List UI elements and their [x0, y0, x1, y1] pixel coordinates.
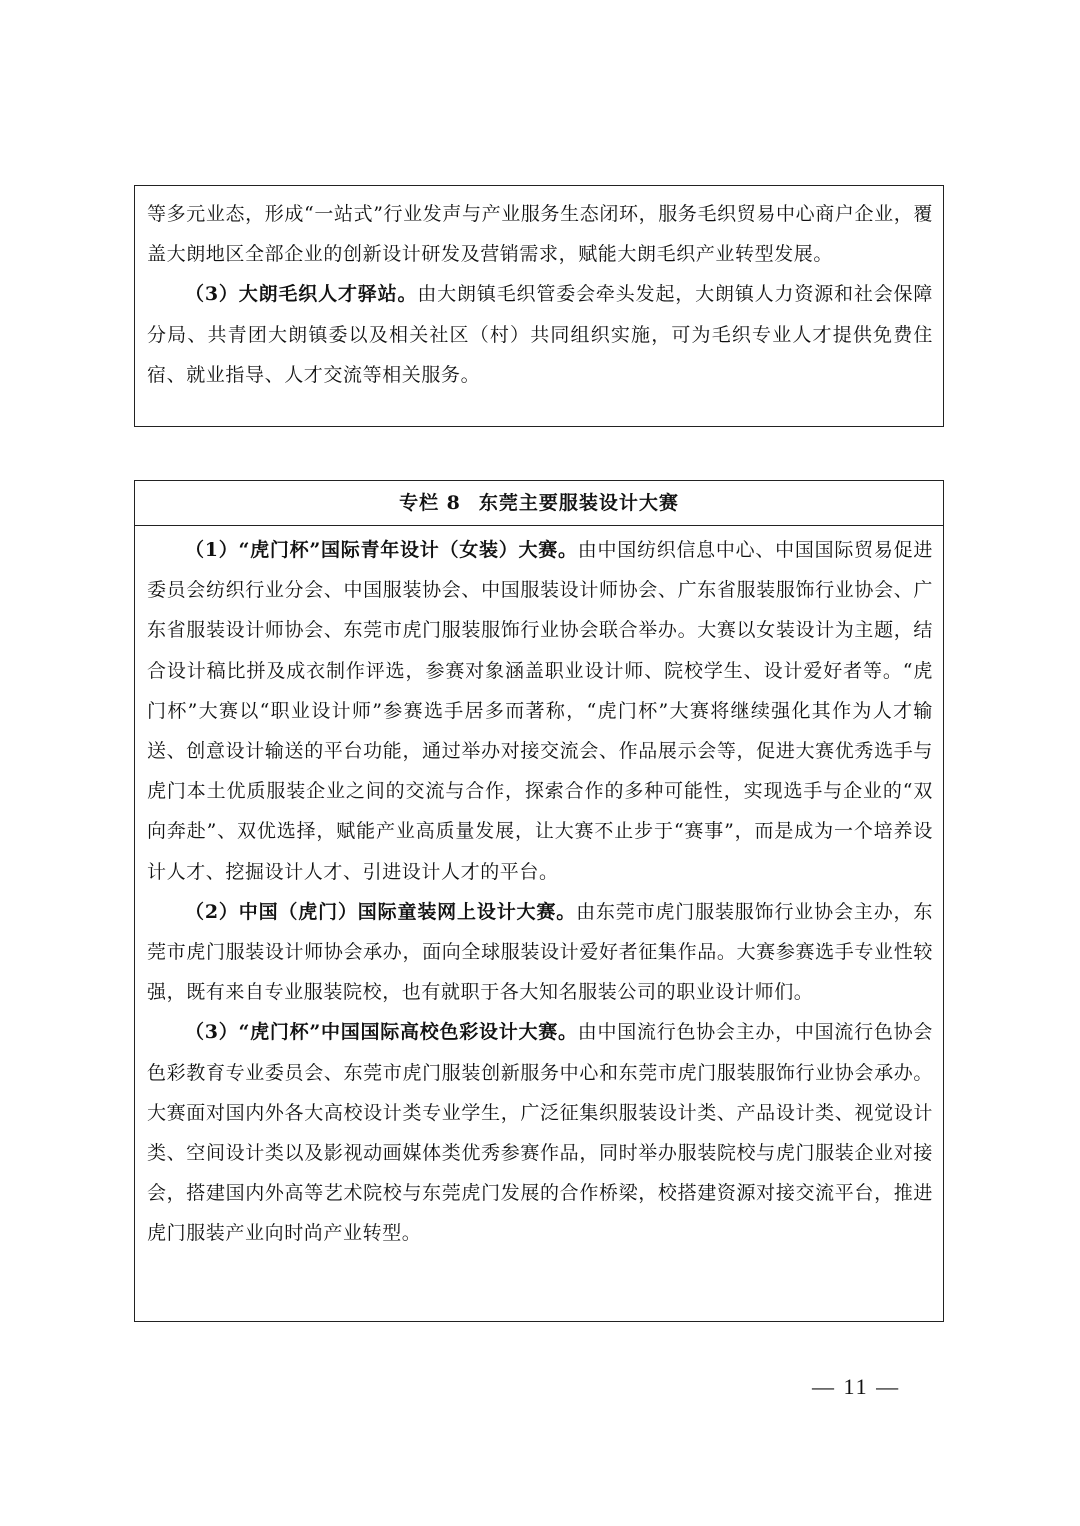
paragraph-text: 等多元业态，形成“一站式”行业发声与产业服务生态闭环，服务毛织贸易中心商户企业，覆盖大朗地区全部企业的创新设计研发及营销需求，赋能大朗毛织产业转型发展。	[147, 203, 933, 266]
paragraph-lead: （3）大朗毛织人才驿站。	[185, 283, 418, 306]
paragraph-text: 由中国纺织信息中心、中国国际贸易促进委员会纺织行业分会、中国服装协会、中国服装设计师协会、广东省服装服饰行业协会、广东省服装设计师协会、东莞市虎门服装服饰行业协会联合举办。大赛以女装设计为主题，结合设计稿比拼及成衣制作评选，参赛对象涵盖职业设计师、院校学生、设计爱好者等。“虎门杯”大赛以“职业设计师”参赛选手居多而著称，“虎门杯”大赛将继续强化其作为人才输送、创意设计输送的平台功能，通过举办对接交流会、作品展示会等，促进大赛优秀选手与虎门本土优质服装企业之间的交流与合作，探索合作的多种可能性，实现选手与企业的“双向奔赴”、双优选择，赋能产业高质量发展，让大赛不止步于“赛事”，而是成为一个培养设计人才、挖掘设计人才、引进设计人才的平台。	[147, 539, 933, 883]
column-title	[135, 481, 943, 526]
paragraph-text: 由大朗镇毛织管委会牵头发起，大朗镇人力资源和社会保障分局、共青团大朗镇委以及相关社区（村）共同组织实施，可为毛织专业人才提供免费住宿、就业指导、人才交流等相关服务。	[147, 283, 934, 386]
page-number: — 11 —	[812, 1374, 901, 1399]
paragraph	[147, 194, 933, 274]
paragraph-text: 由东莞市虎门服装服饰行业协会主办，东莞市虎门服装设计师协会承办，面向全球服装设计爱好者征集作品。大赛参赛选手专业性较强，既有来自专业服装院校，也有就职于各大知名服装公司的职业设计师们。	[147, 900, 933, 1004]
column-title-label: 专栏 8	[399, 492, 461, 514]
paragraph-text: 由中国流行色协会主办，中国流行色协会色彩教育专业委员会、东莞市虎门服装创新服务中心和东莞市虎门服装服饰行业协会承办。大赛面对国内外各大高校设计类专业学生，广泛征集织服装设计类、产品设计类、视觉设计类、空间设计类以及影视动画媒体类优秀参赛作品，同时举办服装院校与虎门服装企业对接会，搭建国内外高等艺术院校与东莞虎门发展的合作桥梁，校搭建资源对接交流平台，推进虎门服装产业向时尚产业转型。	[147, 1021, 933, 1245]
paragraph-lead: （2）中国（虎门）国际童装网上设计大赛。	[185, 900, 577, 923]
sidebar-column-8	[134, 480, 944, 1322]
continued-panel	[134, 185, 944, 427]
column-title-text: 东莞主要服装设计大赛	[478, 492, 679, 514]
paragraph	[147, 530, 933, 892]
column-body	[135, 526, 943, 1254]
paragraph	[147, 1012, 933, 1253]
paragraph	[147, 892, 933, 1013]
paragraph-lead: （1）“虎门杯”国际青年设计（女装）大赛。	[185, 539, 578, 561]
paragraph-lead: （3）“虎门杯”中国国际高校色彩设计大赛。	[185, 1021, 578, 1044]
paragraph	[147, 274, 933, 395]
